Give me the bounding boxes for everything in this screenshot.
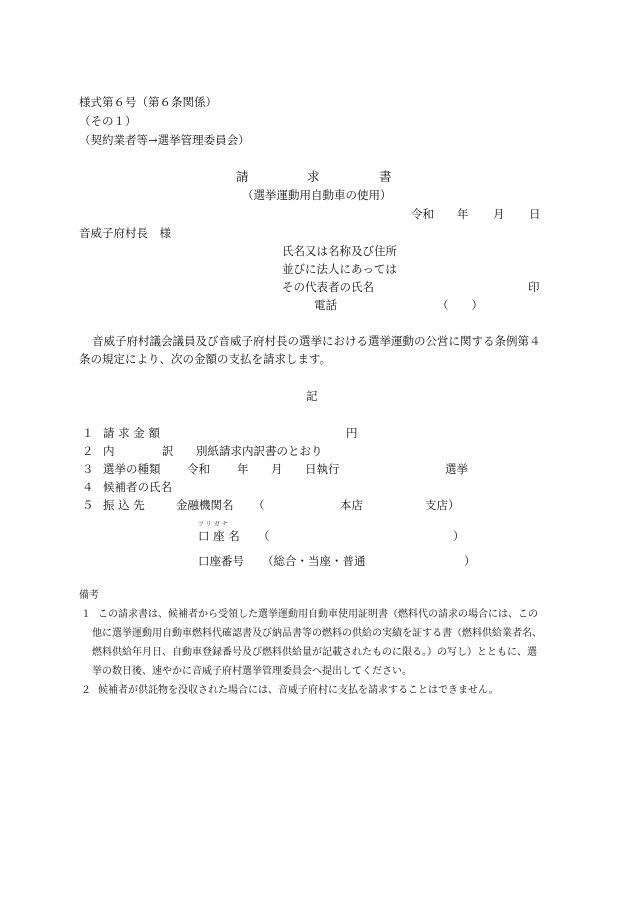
bank-name-label: 金融機関名: [176, 498, 234, 512]
note-1-line-2: 他に選挙運動用自動車燃料代確認書及び納品書等の燃料の供給の実績を証する書（燃料供給業者名、: [92, 628, 542, 639]
form-part: （その１）: [79, 114, 137, 128]
ki-label: 記: [306, 389, 318, 403]
title-char-1: 請: [236, 169, 249, 184]
item-3-era: 令和: [187, 462, 210, 476]
body-line-2: 条の規定により、次の金額の支払を請求します。: [79, 352, 332, 366]
claimant-line-2: 並びに法人にあっては: [282, 262, 397, 276]
account-name-label: 口 座 名: [198, 529, 240, 543]
account-number-label: 口座番号: [198, 554, 244, 568]
title-subtitle: （選挙運動用自動車の使用）: [242, 188, 392, 202]
note-2-number: ２: [81, 685, 91, 696]
item-4-label: 候補者の氏名: [103, 480, 172, 494]
item-3-senkyo: 選挙: [445, 462, 468, 476]
date-year: 年: [457, 207, 469, 221]
item-3-year: 年: [237, 462, 249, 476]
note-2-line-1: 候補者が供託物を没収された場合には、音威子府村に支払を請求することはできません。: [98, 685, 499, 696]
notes-heading: 備考: [79, 590, 99, 601]
claimant-line-1: 氏名又は名称及び住所: [282, 244, 397, 258]
item-3-label: 選挙の種類: [103, 462, 161, 476]
item-5-number: ５: [82, 498, 94, 512]
shiten-label: 支店）: [425, 498, 460, 512]
item-1-unit: 円: [346, 426, 358, 440]
title-char-2: 求: [307, 169, 320, 184]
note-1-line-4: 挙の数日後、速やかに音威子府村選挙管理委員会へ提出してください。: [92, 666, 412, 677]
form-number: 様式第６号（第６条関係）: [79, 95, 217, 109]
form-scope: （契約業者等→選挙管理委員会）: [79, 133, 250, 147]
item-3-day: 日執行: [305, 462, 340, 476]
date-era: 令和: [411, 207, 434, 221]
item-2-number: ２: [82, 444, 94, 458]
note-1-number: １: [81, 609, 91, 620]
title-char-3: 書: [379, 169, 392, 184]
bank-paren-open: （: [253, 498, 265, 512]
account-name-paren-open: （: [258, 529, 270, 543]
phone-paren: （ ）: [437, 298, 483, 312]
date-day: 日: [529, 207, 541, 221]
body-line-1: 音威子府村議会議員及び音威子府村長の選挙における選挙運動の公営に関する条例第４: [92, 334, 541, 348]
item-3-month: 月: [271, 462, 283, 476]
seal-mark: 印: [528, 280, 540, 294]
item-5-label: 振 込 先: [103, 498, 145, 512]
addressee: 音威子府村長 様: [79, 226, 171, 240]
account-name-paren-close: ）: [453, 529, 465, 543]
account-type: （総合・当座・普通: [262, 554, 366, 568]
item-1-number: １: [82, 426, 94, 440]
item-2-label-b: 訳: [162, 444, 174, 458]
account-number-paren-close: ）: [464, 554, 476, 568]
note-1-line-1: この請求書は、候補者から受領した選挙運動用自動車使用証明書（燃料代の請求の場合には、この: [98, 609, 538, 620]
item-2-label-a: 内: [103, 444, 115, 458]
item-2-value: 別紙請求内訳書のとおり: [196, 444, 323, 458]
furigana-label: フリガナ: [198, 521, 230, 528]
claimant-line-3: その代表者の氏名: [282, 280, 374, 294]
note-1-line-3: 燃料供給年月日、自動車登録番号及び燃料供給量が記載されたものに限る。）の写し）とともに、選: [92, 647, 537, 658]
item-1-label: 請 求 金 額: [103, 426, 160, 440]
date-month: 月: [493, 207, 505, 221]
honten-label: 本店: [340, 498, 363, 512]
item-3-number: ３: [82, 462, 94, 476]
item-4-number: ４: [82, 480, 94, 494]
phone-label: 電話: [314, 298, 337, 312]
